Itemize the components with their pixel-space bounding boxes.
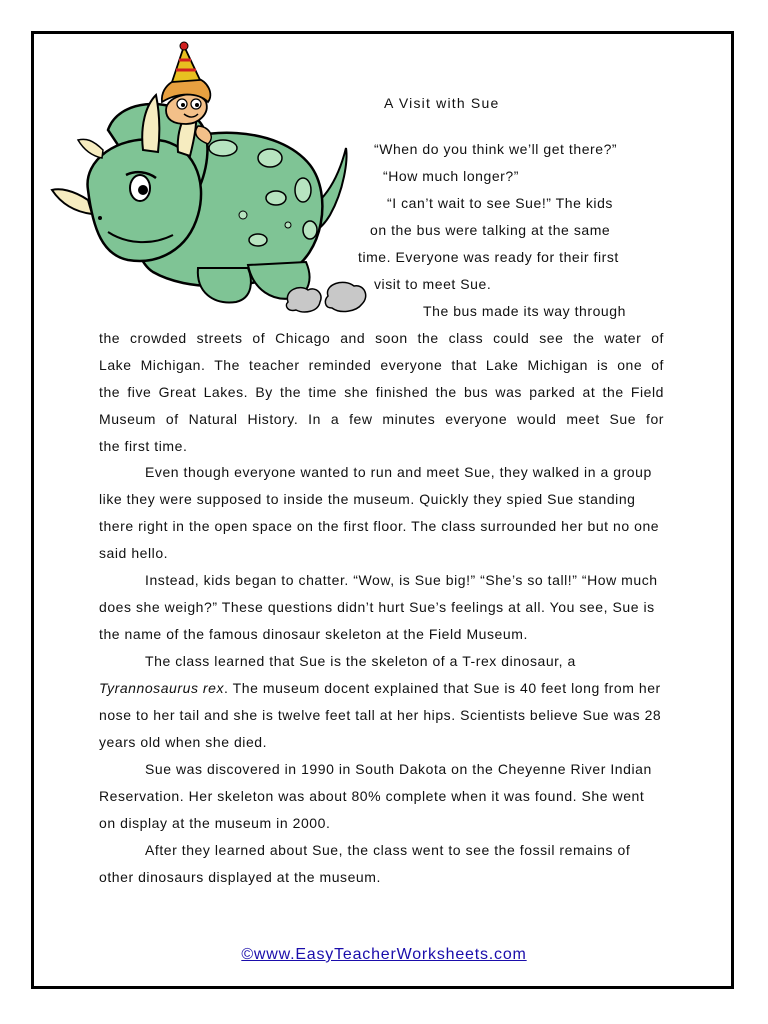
story-line-4: on the bus were talking at the same	[370, 222, 611, 238]
footer	[0, 946, 768, 964]
story-line-3: “I can’t wait to see Sue!” The kids	[387, 195, 613, 211]
paragraph-4	[99, 648, 665, 756]
paragraph-1-line: Lake Michigan. The teacher reminded everyone that Lake Michigan is one of	[99, 357, 664, 373]
paragraph-5: Sue was discovered in 1990 in South Dakota on the Cheyenne River Indian Reservation. Her skeleton was about 80% complete when it was found. She went on display at the museum in 2000.	[99, 761, 652, 831]
paragraph-4-pre: The class learned that Sue is the skeleton of a T-rex dinosaur, a	[145, 653, 576, 669]
story-title: A Visit with Sue	[384, 95, 500, 111]
paragraph-3: Instead, kids began to chatter. “Wow, is Sue big!” “She’s so tall!” “How much does she weigh?” These questions didn’t hurt Sue’s feelings at all. You see, Sue is the name of the famous dinosaur skeleton at the Field Museum.	[99, 572, 658, 642]
paragraph-6: After they learned about Sue, the class went to see the fossil remains of other dinosaurs displayed at the museum.	[99, 842, 631, 885]
paragraph-2: Even though everyone wanted to run and meet Sue, they walked in a group like they were supposed to inside the museum. Quickly they spied Sue standing there right in the open space on the first floor. The class surrounded her but no one said hello.	[99, 464, 660, 561]
paragraph-1-line: the crowded streets of Chicago and soon the class could see the water of	[99, 330, 664, 346]
paragraph-4-post: . The museum docent explained that Sue is 40 feet long from her nose to her tail and she is twelve feet tall at her hips. Scientists believe Sue was 28 years old when she died.	[99, 680, 662, 750]
species-name: Tyrannosaurus rex	[99, 680, 225, 696]
paragraph-1-line: the first time.	[99, 438, 188, 454]
story-line-2: “How much longer?”	[383, 168, 519, 184]
story-body	[99, 459, 665, 891]
story-line-6: visit to meet Sue.	[374, 276, 492, 292]
paragraph-1-line: Museum of Natural History. In a few minutes everyone would meet Sue for	[99, 411, 664, 427]
story-line-5: time. Everyone was ready for their first	[358, 249, 619, 265]
paragraph-1-line: the five Great Lakes. By the time she finished the bus was parked at the Field	[99, 384, 664, 400]
story-line-1: “When do you think we’ll get there?”	[374, 141, 618, 157]
triceratops-illustration	[48, 40, 370, 318]
story-line-7: The bus made its way through	[423, 303, 626, 319]
website-link[interactable]: ©www.EasyTeacherWorksheets.com	[241, 946, 527, 963]
